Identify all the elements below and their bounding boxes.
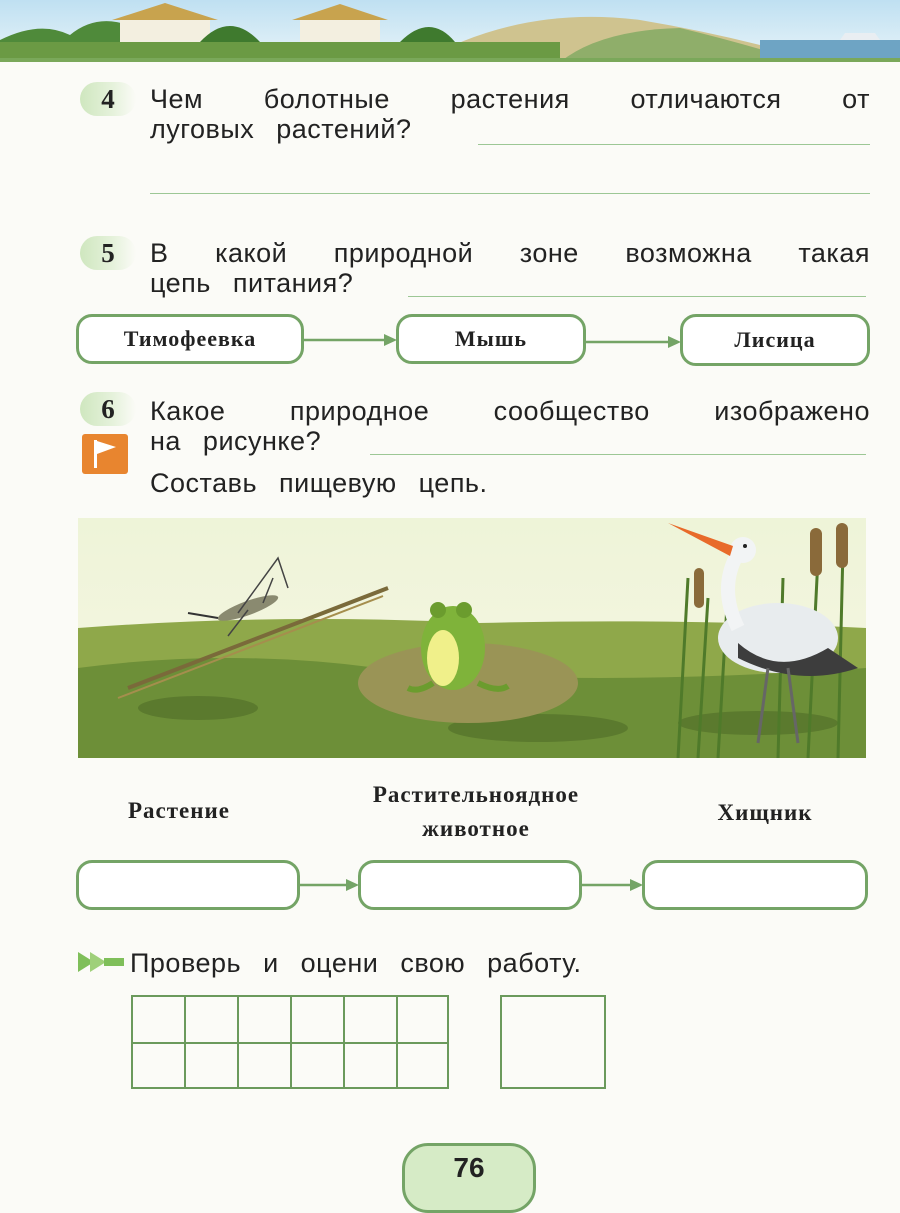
answer-line[interactable]	[370, 454, 866, 455]
answer-box-predator[interactable]	[642, 860, 868, 910]
grid-cell[interactable]	[184, 1042, 239, 1089]
header-illustration	[0, 0, 900, 62]
grid-cell[interactable]	[131, 995, 186, 1044]
word: от	[842, 84, 870, 114]
word: сообщество	[493, 396, 650, 426]
assessment-grid	[131, 995, 449, 1089]
grid-cell[interactable]	[290, 995, 345, 1044]
grid-cell[interactable]	[237, 995, 292, 1044]
grid-cell[interactable]	[290, 1042, 345, 1089]
grid-cell[interactable]	[343, 995, 398, 1044]
task-4-number: 4	[80, 82, 136, 116]
label-herbivore-line-2: животное	[422, 816, 530, 841]
task-6-question	[150, 396, 870, 456]
chain-box-mouse: Мышь	[396, 314, 586, 364]
answer-box-herbivore[interactable]	[358, 860, 582, 910]
chain-arrow-icon	[582, 877, 644, 893]
chain-arrow-icon	[300, 877, 360, 893]
grid-cell[interactable]	[131, 1042, 186, 1089]
answer-box-plant[interactable]	[76, 860, 300, 910]
answer-line[interactable]	[408, 296, 866, 297]
word: растения	[450, 84, 570, 114]
word: какой	[215, 238, 288, 268]
label-herbivore-line-1: Растительноядное	[372, 782, 580, 807]
chain-arrow-icon	[584, 334, 682, 350]
double-arrow-icon	[76, 950, 126, 974]
chain-arrow-icon	[302, 332, 398, 348]
task-5-number: 5	[80, 236, 136, 270]
task-4-question	[150, 84, 870, 144]
label-predator: Хищник	[717, 800, 813, 825]
word: В	[150, 238, 169, 268]
word: изображено	[714, 396, 870, 426]
word: Чем	[150, 84, 204, 114]
task-4-line-2: луговых растений?	[150, 114, 412, 144]
task-5-line-2: цепь питания?	[150, 268, 354, 298]
chain-box-timothy: Тимофеевка	[76, 314, 304, 364]
word: природное	[289, 396, 430, 426]
word: возможна	[625, 238, 752, 268]
grid-cell[interactable]	[396, 1042, 449, 1089]
task-6-line-2: на рисунке?	[150, 426, 322, 456]
answer-line[interactable]	[478, 144, 870, 145]
marsh-scene-illustration	[78, 518, 866, 758]
word: болотные	[263, 84, 390, 114]
word: отличаются	[630, 84, 782, 114]
word: зоне	[519, 238, 579, 268]
word: такая	[798, 238, 870, 268]
grid-cell[interactable]	[184, 995, 239, 1044]
task-6-number: 6	[80, 392, 136, 426]
page-number: 76	[453, 1152, 485, 1183]
score-box[interactable]	[500, 995, 606, 1089]
flag-icon	[82, 434, 128, 474]
chain-box-fox: Лисица	[680, 314, 870, 366]
grid-cell[interactable]	[396, 995, 449, 1044]
label-herbivore	[326, 778, 626, 846]
task-5-question	[150, 238, 870, 298]
answer-line[interactable]	[150, 193, 870, 194]
self-check-text: Проверь и оцени свою работу.	[130, 948, 582, 978]
grid-cell[interactable]	[343, 1042, 398, 1089]
grid-cell[interactable]	[237, 1042, 292, 1089]
word: природной	[333, 238, 474, 268]
word: Какое	[150, 396, 226, 426]
label-plant: Растение	[128, 798, 230, 823]
task-6-instruction: Составь пищевую цепь.	[150, 468, 488, 498]
